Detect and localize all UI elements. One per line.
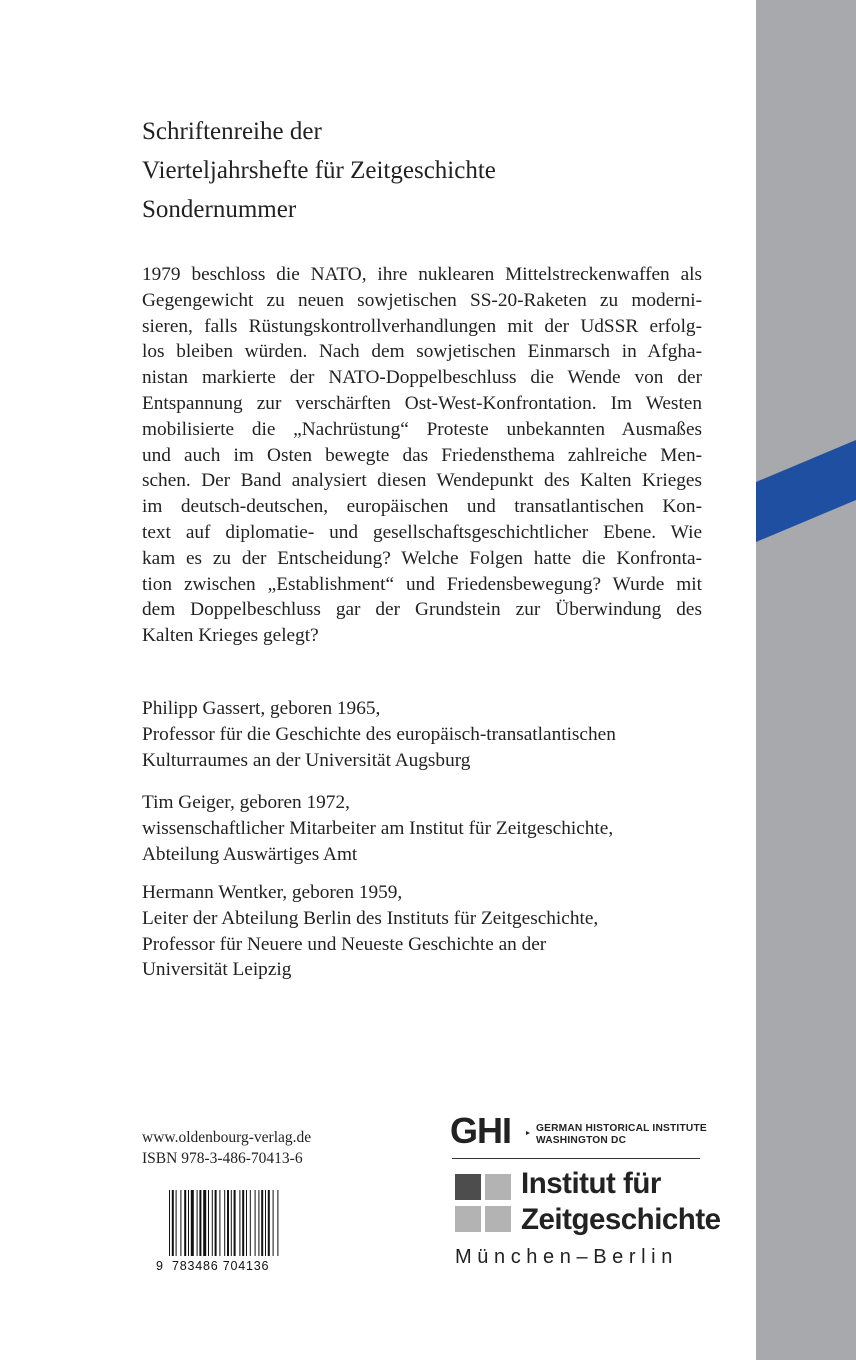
ifz-squares-icon [455, 1174, 515, 1234]
series-line: Sondernummer [142, 196, 297, 223]
description-line: mobilisierte die „Nachrüstung“ Proteste unbekannten Ausmaßes [142, 418, 702, 440]
barcode-bar [227, 1190, 229, 1256]
barcode-bar [250, 1190, 251, 1256]
barcode-bar [231, 1190, 232, 1256]
barcode-bar [255, 1190, 256, 1256]
ifz-name-line1: Institut für [521, 1167, 661, 1200]
barcode-bar [215, 1190, 217, 1256]
ghi-name [536, 1123, 707, 1146]
author-line: Professor für Neuere und Neueste Geschichte an der [142, 933, 547, 955]
barcode-bar [258, 1190, 259, 1256]
ghi-name-line2: WASHINGTON DC [536, 1134, 627, 1146]
blue-diagonal-stripe [756, 440, 856, 550]
barcode-bar [180, 1190, 181, 1256]
barcode-bar [261, 1190, 263, 1256]
barcode-icon [168, 1190, 308, 1270]
description-line: sieren, falls Rüstungskontrollverhandlungen mit der UdSSR erfolg- [142, 315, 702, 337]
barcode-bar [224, 1190, 225, 1256]
description-line: schen. Der Band analysiert diesen Wendepunkt des Kalten Krieges [142, 470, 702, 492]
ghi-name-line1: GERMAN HISTORICAL INSTITUTE [536, 1123, 707, 1134]
isbn-text: ISBN 978-3-486-70413-6 [142, 1150, 303, 1167]
author-line: Leiter der Abteilung Berlin des Instituts für Zeitgeschichte, [142, 907, 599, 929]
author-bio-geiger [142, 790, 702, 867]
barcode-bar [176, 1190, 177, 1256]
barcode-bar [268, 1190, 270, 1256]
author-bio-wentker [142, 880, 702, 983]
barcode-bar [203, 1190, 206, 1256]
author-line: Tim Geiger, geboren 1972, [142, 792, 350, 813]
description-line: dem Doppelbeschluss gar der Grundstein zur Überwindung des [142, 599, 702, 621]
barcode-bar [188, 1190, 189, 1256]
barcode-bar [265, 1190, 266, 1256]
description-line: im deutsch-deutschen, europäischen und transatlantischen Kon- [142, 496, 702, 518]
series-title [142, 112, 496, 229]
barcode-bar [239, 1190, 240, 1256]
description-line: text auf diplomatie- und gesellschaftsgeschichtlicher Ebene. Wie [142, 521, 702, 543]
description-line: nistan markierte der NATO-Doppelbeschluss die Wende von der [142, 367, 702, 389]
barcode-bar [197, 1190, 198, 1256]
barcode-bar [242, 1190, 244, 1256]
barcode-bar [184, 1190, 186, 1256]
divider [452, 1158, 700, 1159]
description-line: los bleiben würden. Nach dem sowjetischen Einmarsch in Afgha- [142, 341, 702, 363]
barcode-bar [277, 1190, 278, 1256]
barcode-bar [246, 1190, 247, 1256]
description-line: Gegengewicht zu neuen sowjetischen SS-20-Raketen zu moderni- [142, 289, 702, 311]
barcode-bar [273, 1190, 274, 1256]
book-description [142, 262, 702, 649]
barcode-bar [212, 1190, 213, 1256]
description-line: 1979 beschloss die NATO, ihre nuklearen Mittelstreckenwaffen als [142, 264, 702, 285]
author-line: wissenschaftlicher Mitarbeiter am Institut für Zeitgeschichte, [142, 817, 614, 839]
ifz-name [521, 1166, 721, 1238]
author-line: Philipp Gassert, geboren 1965, [142, 698, 381, 719]
barcode-bar [234, 1190, 236, 1256]
series-line: Vierteljahrshefte für Zeitgeschichte [142, 157, 496, 184]
publisher-info [142, 1127, 311, 1169]
barcode-bar [199, 1190, 201, 1256]
series-line: Schriftenreihe der [142, 118, 322, 145]
author-line: Kulturraumes an der Universität Augsburg [142, 749, 471, 771]
description-line: Entspannung zur verschärften Ost-West-Konfrontation. Im Westen [142, 392, 702, 414]
ifz-name-line2: Zeitgeschichte [521, 1203, 721, 1236]
author-line: Professor für die Geschichte des europäisch-transatlantischen [142, 723, 616, 745]
barcode-bar [191, 1190, 194, 1256]
barcode-first-digit: 9 [156, 1259, 163, 1273]
author-line: Universität Leipzig [142, 959, 292, 981]
description-line: kam es zu der Entscheidung? Welche Folgen hatte die Konfronta- [142, 547, 702, 569]
author-line: Hermann Wentker, geboren 1959, [142, 882, 403, 903]
ghi-logo-text: GHI [450, 1112, 512, 1148]
description-line: und auch im Osten bewegte das Friedensthema zahlreiche Men- [142, 444, 702, 466]
ifz-city: München–Berlin [455, 1246, 678, 1268]
description-line: tion zwischen „Establishment“ und Friedensbewegung? Wurde mit [142, 573, 702, 595]
description-line: Kalten Krieges gelegt? [142, 625, 319, 647]
publisher-website: www.oldenbourg-verlag.de [142, 1129, 312, 1146]
barcode-bar [208, 1190, 209, 1256]
ghi-logo-icon [450, 1112, 530, 1148]
cover-side-band [756, 0, 856, 1360]
barcode-bar [219, 1190, 220, 1256]
barcode-bar [169, 1190, 170, 1256]
barcode-bar [172, 1190, 174, 1256]
author-bio-gassert [142, 696, 702, 773]
barcode-digits: 783486 704136 [172, 1259, 270, 1273]
author-line: Abteilung Auswärtiges Amt [142, 843, 358, 865]
